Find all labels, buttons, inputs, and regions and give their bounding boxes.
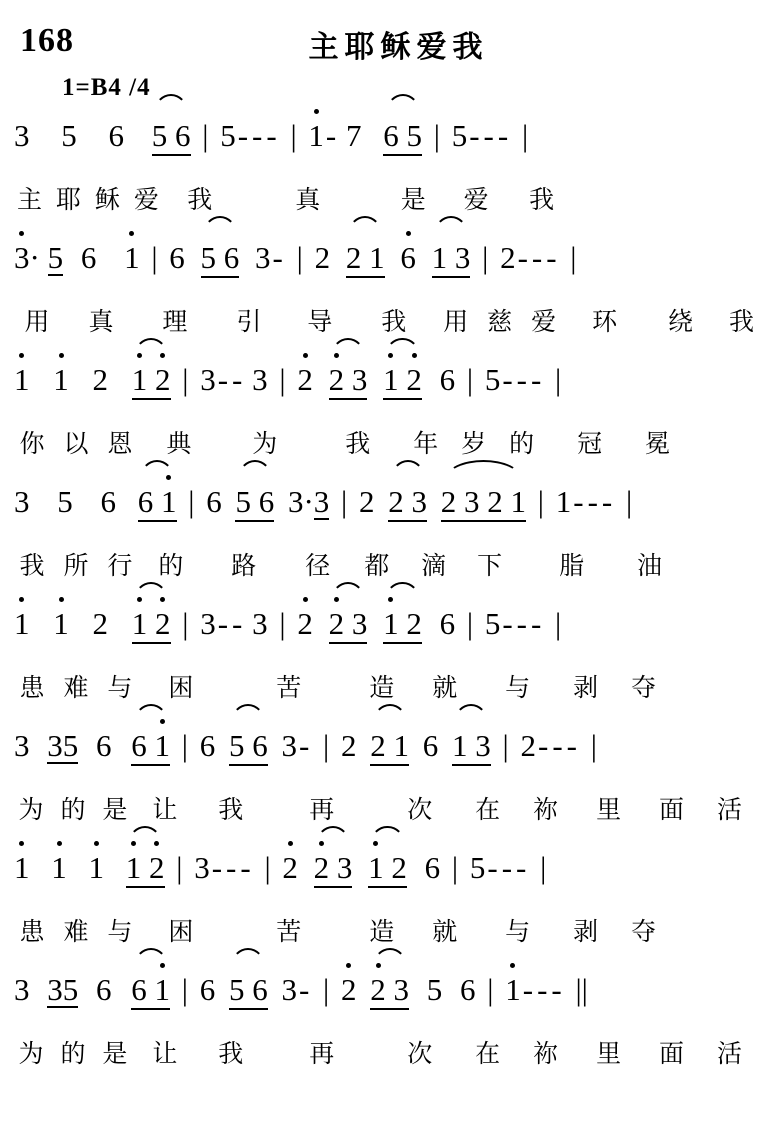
- lyrics-row: 主 耶 稣 爱 我 真 是 爱 我: [16, 185, 555, 214]
- page-title: 主耶稣爱我: [308, 30, 489, 65]
- notation-row: 3 35 6 6 1 | 6 5 6 3- | 2 2 1 6 1 3 | 2- - - |: [0, 728, 777, 790]
- score: [0, 118, 777, 1094]
- lyrics-row: 为 的 是 让 我 再 次 在 祢 里 面 活: [18, 795, 742, 824]
- system-8: [0, 972, 777, 1094]
- notation-row: 3 5 6 5 6 | 5- - - | 1- 7 6 5 | 5- - - |: [0, 118, 777, 180]
- lyrics-row: 患 难 与 困 苦 造 就 与 剥 夺: [19, 673, 657, 702]
- notation-row: 3· 5 6 1 | 6 5 6 3- | 2 2 1 6 1 3 | 2- - - |: [0, 240, 777, 302]
- lyrics-row: 患 难 与 困 苦 造 就 与 剥 夺: [19, 917, 657, 946]
- notation-row: 1 1 2 1 2 | 3- - 3 | 2 2 3 1 2 6 | 5- - - |: [0, 606, 777, 668]
- notation-row: 1 1 2 1 2 | 3- - 3 | 2 2 3 1 2 6 | 5- - - |: [0, 362, 777, 424]
- key-signature: 1=B4 /4: [62, 74, 151, 101]
- system-3: [0, 362, 777, 484]
- lyrics-row: 我 所 行 的 路 径 都 滴 下 脂 油: [19, 551, 663, 580]
- notation-row: 1 1 1 1 2 | 3- - - | 2 2 3 1 2 6 | 5- - - |: [0, 850, 777, 912]
- song-number: 168: [20, 22, 74, 59]
- notation-row: 3 35 6 6 1 | 6 5 6 3- | 2 2 3 5 6 | 1- - - ||: [0, 972, 777, 1034]
- system-1: [0, 118, 777, 240]
- notation-row: 3 5 6 6 1 | 6 5 6 3·3 | 2 2 3 2 3 2 1 | 1- - - |: [0, 484, 777, 546]
- lyrics-row: 你 以 恩 典 为 我 年 岁 的 冠 冕: [19, 429, 671, 458]
- lyrics-row: 用 真 理 引 导 我 用 慈 爱 环 绕 我: [24, 307, 754, 336]
- lyrics-row: 为 的 是 让 我 再 次 在 祢 里 面 活: [18, 1039, 742, 1068]
